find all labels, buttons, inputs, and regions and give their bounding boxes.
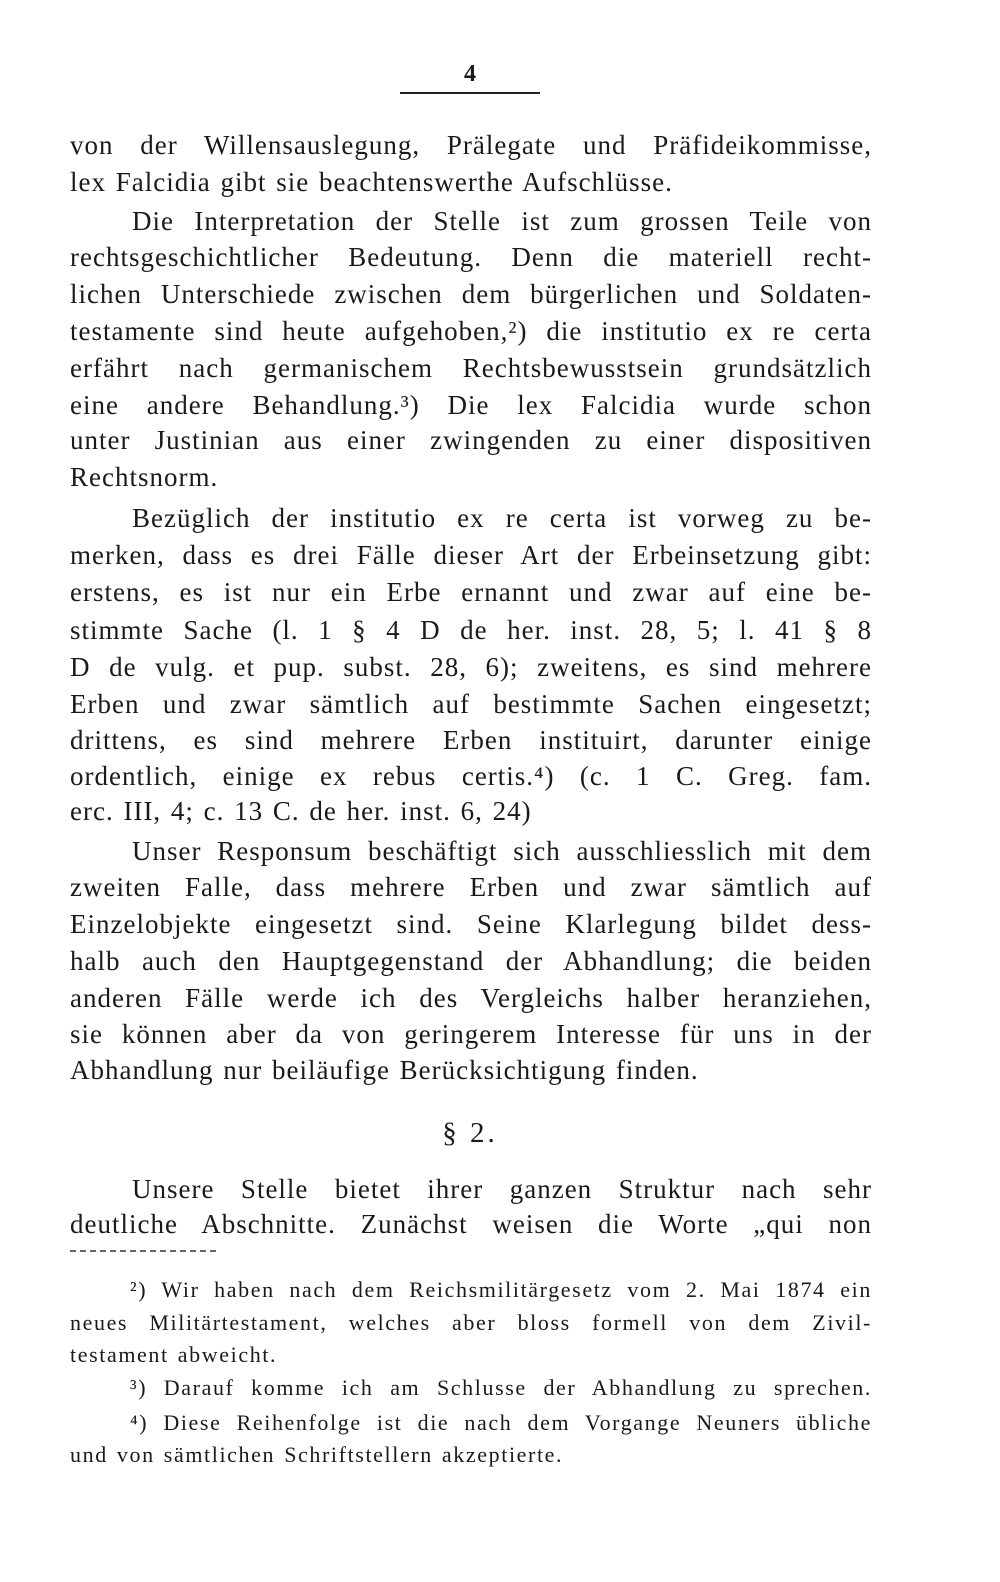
text-line: drittens, es sind mehrere Erben instituirt, darunter einige	[70, 725, 872, 755]
text-line: Unsere Stelle bietet ihrer ganzen Struktur nach sehr	[132, 1174, 872, 1204]
text-line: D de vulg. et pup. subst. 28, 6); zweitens, es sind mehrere	[70, 652, 872, 682]
page-number: 4	[464, 61, 476, 87]
text-line: unter Justinian aus einer zwingenden zu einer dispositiven	[70, 425, 872, 455]
text-line: Bezüglich der institutio ex re certa ist vorweg zu be-	[132, 503, 872, 533]
text-line: halb auch den Hauptgegenstand der Abhandlung; die beiden	[70, 946, 872, 976]
footnote-line: neues Militärtestament, welches aber bloss formell von dem Zivil-	[70, 1310, 872, 1335]
text-line: lichen Unterschiede zwischen dem bürgerlichen und Soldaten-	[70, 279, 872, 309]
text-line: rechtsgeschichtlicher Bedeutung. Denn die materiell recht-	[70, 242, 872, 272]
text-line: lex Falcidia gibt sie beachtenswerthe Aufschlüsse.	[70, 167, 673, 197]
text-line: zweiten Falle, dass mehrere Erben und zwar sämtlich auf	[70, 872, 872, 902]
text-line: deutliche Abschnitte. Zunächst weisen die Worte „qui non	[70, 1209, 872, 1239]
text-line: eine andere Behandlung.³) Die lex Falcidia wurde schon	[70, 390, 872, 420]
text-line: Einzelobjekte eingesetzt sind. Seine Klarlegung bildet dess-	[70, 909, 872, 939]
text-line: erfährt nach germanischem Rechtsbewusstsein grundsätzlich	[70, 353, 872, 383]
text-line: Rechtsnorm.	[70, 462, 219, 492]
text-line: ordentlich, einige ex rebus certis.⁴) (c. 1 C. Greg. fam.	[70, 761, 872, 791]
text-line: Abhandlung nur beiläufige Berücksichtigung finden.	[70, 1055, 699, 1085]
text-line: von der Willensauslegung, Prälegate und Präfideikommisse,	[70, 130, 872, 160]
text-line: Erben und zwar sämtlich auf bestimmte Sachen eingesetzt;	[70, 689, 872, 719]
text-line: Die Interpretation der Stelle ist zum grossen Teile von	[132, 206, 872, 236]
text-line: merken, dass es drei Fälle dieser Art der Erbeinsetzung gibt:	[70, 540, 872, 570]
text-line: erstens, es ist nur ein Erbe ernannt und zwar auf eine be-	[70, 577, 872, 607]
footnote-line: testament abweicht.	[70, 1342, 278, 1367]
text-line: erc. III, 4; c. 13 C. de her. inst. 6, 24)	[70, 796, 532, 826]
footnote-line: ²) Wir haben nach dem Reichsmilitärgesetz vom 2. Mai 1874 ein	[130, 1277, 872, 1302]
footnote-line: und von sämtlichen Schriftstellern akzeptierte.	[70, 1442, 564, 1467]
text-line: sie können aber da von geringerem Interesse für uns in der	[70, 1019, 872, 1049]
footnote-separator	[70, 1250, 216, 1252]
section-heading: § 2.	[442, 1117, 498, 1149]
text-line: Unser Responsum beschäftigt sich ausschliesslich mit dem	[132, 836, 872, 866]
footnote-line: ³) Darauf komme ich am Schlusse der Abhandlung zu sprechen.	[130, 1375, 872, 1400]
footnote-line: ⁴) Diese Reihenfolge ist die nach dem Vorgange Neuners übliche	[130, 1410, 872, 1435]
page-number-rule	[400, 92, 540, 94]
text-line: stimmte Sache (l. 1 § 4 D de her. inst. 28, 5; l. 41 § 8	[70, 615, 872, 645]
text-line: testamente sind heute aufgehoben,²) die institutio ex re certa	[70, 316, 872, 346]
text-line: anderen Fälle werde ich des Vergleichs halber heranziehen,	[70, 983, 872, 1013]
